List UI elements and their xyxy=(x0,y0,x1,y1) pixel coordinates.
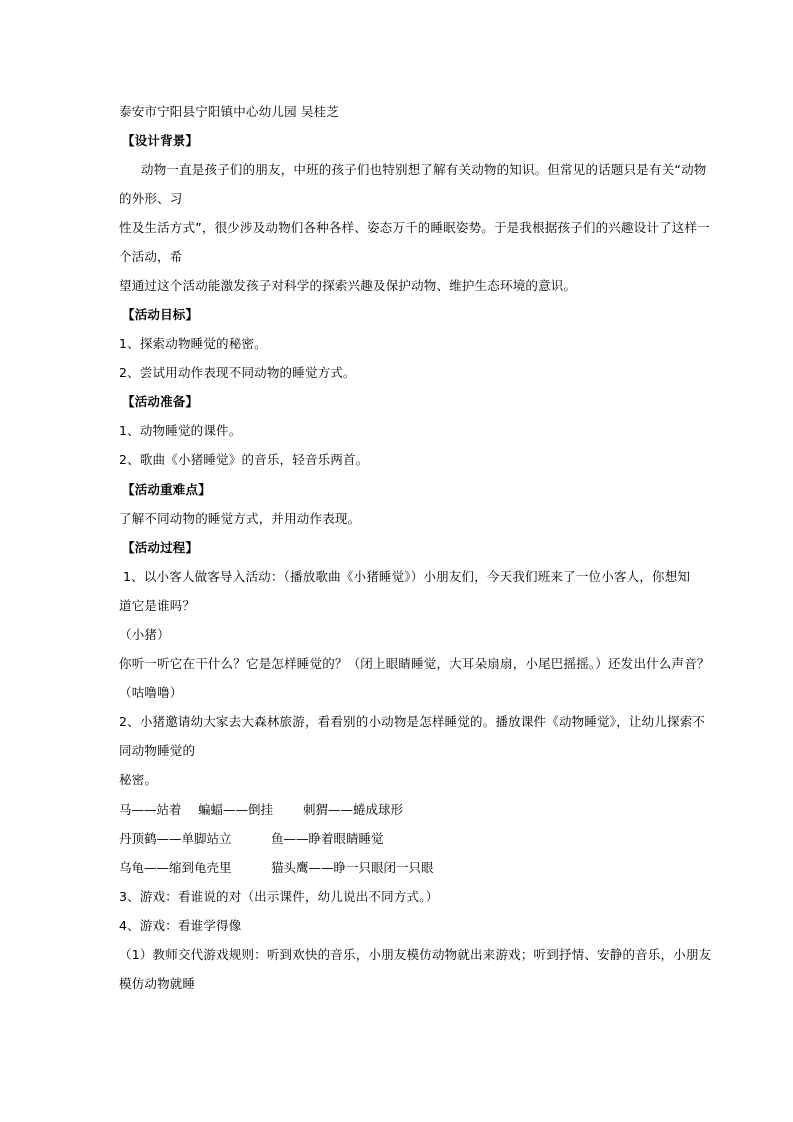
process-step-2-line-1: 2、小猪邀请幼大家去大森林旅游，看看别的小动物是怎样睡觉的。播放课件《动物睡觉》，让幼儿探索不 xyxy=(119,714,706,729)
heading-design-background: 【设计背景】 xyxy=(122,133,199,148)
heading-activity-preparation: 【活动准备】 xyxy=(122,394,199,409)
author-line: 泰安市宁阳县宁阳镇中心幼儿园 吴桂芝 xyxy=(119,104,340,119)
background-paragraph-line-1: 动物一直是孩子们的朋友，中班的孩子们也特别想了解有关动物的知识。但常见的话题只是有关“动物 xyxy=(141,162,707,177)
heading-key-points: 【活动重难点】 xyxy=(122,482,211,497)
animal-crane: 丹顶鹤——单脚站立 xyxy=(119,831,232,846)
background-paragraph-line-4: 个活动，希 xyxy=(119,249,183,264)
animal-fish: 鱼——睁着眼睛睡觉 xyxy=(271,831,384,846)
preparation-item-1: 1、动物睡觉的课件。 xyxy=(119,423,242,438)
goal-item-2: 2、尝试用动作表现不同动物的睡觉方式。 xyxy=(119,365,356,380)
background-paragraph-line-5: 望通过这个活动能激发孩子对科学的探索兴趣及保护动物、维护生态环境的意识。 xyxy=(119,278,577,293)
process-step-2-line-3: 秘密。 xyxy=(119,772,158,787)
animal-horse: 马——站着 xyxy=(119,802,182,817)
animal-turtle: 乌龟——缩到龟壳里 xyxy=(119,860,232,875)
animal-bat: 蝙蝠——倒挂 xyxy=(198,802,274,817)
process-step-3: 3、游戏：看谁说的对（出示课件，幼儿说出不同方式。） xyxy=(119,889,439,904)
preparation-item-2: 2、歌曲《小猪睡觉》的音乐，轻音乐两首。 xyxy=(119,452,369,467)
heading-activity-process: 【活动过程】 xyxy=(122,540,199,555)
animal-owl: 猫头鹰——睁一只眼闭一只眼 xyxy=(271,860,434,875)
process-step-4-1-line-1: （1）教师交代游戏规则：听到欢快的音乐，小朋友模仿动物就出来游戏；听到抒情、安静的音乐，小朋友 xyxy=(119,947,712,962)
process-step-1-line-2: 道它是谁吗？ xyxy=(119,598,196,613)
process-step-1-line-3: （小猪） xyxy=(119,627,170,642)
process-step-1-line-5: （咕噜噜） xyxy=(119,685,183,700)
heading-activity-goals: 【活动目标】 xyxy=(122,307,199,322)
animal-hedgehog: 刺猬——蜷成球形 xyxy=(303,802,404,817)
process-step-1-line-4: 你听一听它在干什么？它是怎样睡觉的？（闭上眼睛睡觉，大耳朵扇扇，小尾巴摇摇。）还发出什么声音？ xyxy=(119,656,710,671)
background-paragraph-line-2: 的外形、习 xyxy=(119,191,183,206)
background-paragraph-line-3: 性及生活方式”，很少涉及动物们各种各样、姿态万千的睡眠姿势。于是我根据孩子们的兴趣设计了这样一 xyxy=(119,220,710,235)
key-points-text: 了解不同动物的睡觉方式，并用动作表现。 xyxy=(119,511,361,526)
goal-item-1: 1、探索动物睡觉的秘密。 xyxy=(119,336,267,351)
process-step-4: 4、游戏：看谁学得像 xyxy=(119,918,242,933)
process-step-2-line-2: 同动物睡觉的 xyxy=(119,743,196,758)
process-step-4-1-line-2: 模仿动物就睡 xyxy=(119,976,196,991)
process-step-1-line-1: 1、以小客人做客导入活动：（播放歌曲《小猪睡觉》）小朋友们，今天我们班来了一位小客人，你想知 xyxy=(123,569,691,584)
